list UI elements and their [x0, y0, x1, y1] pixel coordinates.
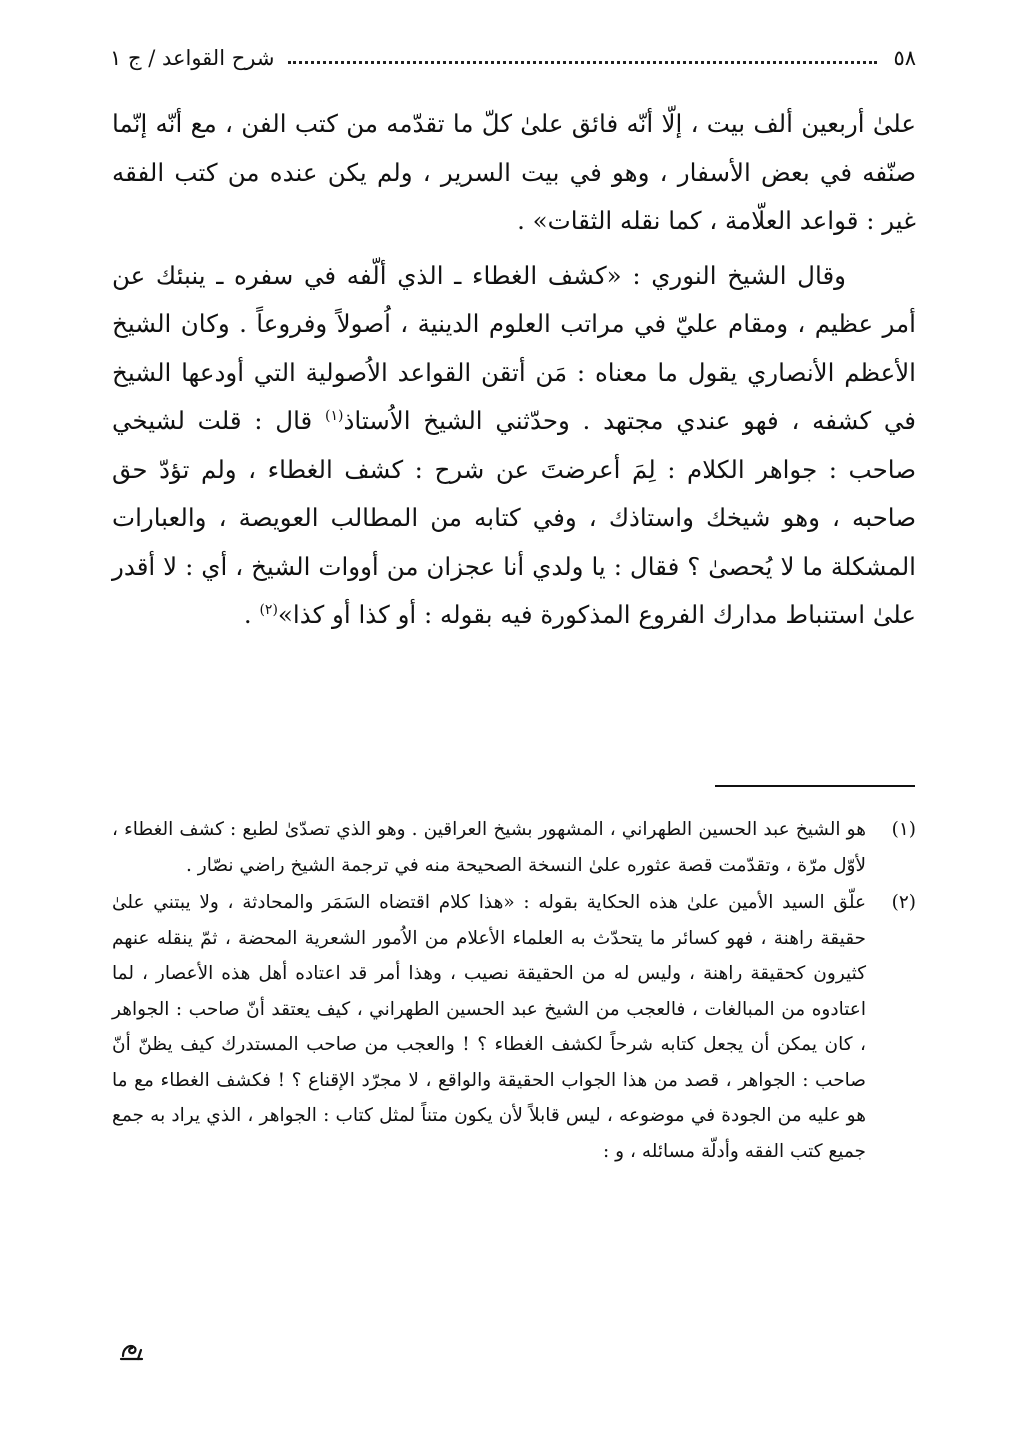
page-header: [110, 40, 916, 76]
footnote-1-text: هو الشيخ عبد الحسين الطهراني ، المشهور بشيخ العراقين . وهو الذي تصدّىٰ لطبع : كشف الغطاء ، لأوّل مرّة ، وتقدّمت قصة عثوره علىٰ النسخة الصحيحة منه في ترجمة الشيخ راضي نصّار .: [112, 819, 866, 876]
paragraph-2-text-part-2: قال : قلت لشيخي صاحب : جواهر الكلام : لِمَ أعرضتَ عن شرح : كشف الغطاء ، ولم تؤدّ حق صاحبه ، وهو شيخك واستاذك ، وفي كتابه من المطالب العويصة ، والعبارات المشكلة ما لا يُحصىٰ ؟ فقال : يا ولدي أنا عجزان من أووات الشيخ ، أي : لا أقدر علىٰ استنباط مدارك الفروع المذكورة فيه بقوله : أو كذا أو كذا»: [112, 406, 916, 629]
footnote-1: [112, 812, 916, 883]
main-text: [112, 100, 916, 640]
footnote-2: [112, 885, 916, 1169]
footnote-2-number: (٢): [891, 892, 916, 913]
paragraph-2: [112, 252, 916, 640]
running-title: شرح القواعد / ج ١: [110, 46, 275, 70]
footnote-2-text: علّق السيد الأمين علىٰ هذه الحكاية بقوله : «هذا كلام اقتضاه السَمَر والمحادثة ، ولا يبتني علىٰ حقيقة راهنة ، فهو كسائر ما يتحدّث به العلماء الأعلام من الاُمور الشعرية المحضة ، ثمّ ينقله عنهم كثيرون كحقيقة راهنة ، وليس له من الحقيقة نصيب ، وهذا أمر قد اعتاده أهل هذه الأعصار ، لما اعتادوه من المبالغات ، فالعجب من الشيخ عبد الحسين الطهراني ، كيف يعتقد أنّ صاحب : الجواهر ، كان يمكن أن يجعل كتابه شرحاً لكشف الغطاء ؟ ! والعجب من صاحب المستدرك كيف يظنّ أنّ صاحب : الجواهر ، قصد من هذا الجواب الحقيقة والواقع ، لا مجرّد الإقناع ؟ ! فكشف الغطاء مع ما هو عليه من الجودة في موضوعه ، ليس قابلاً لأن يكون متناً لمثل كتاب : الجواهر ، الذي يراد به جمع جميع كتب الفقه وأدلّة مسائله ، و :: [112, 892, 866, 1162]
footnote-ref-2[interactable]: (٢): [259, 601, 278, 618]
paragraph-1-text: علىٰ أربعين ألف بيت ، إلّا أنّه فائق علىٰ كلّ ما تقدّمه من كتب الفن ، مع أنّه إنّما صنّفه في بعض الأسفار ، وهو في بيت السرير ، ولم يكن عنده من كتب الفقه غير : قواعد العلّامة ، كما نقله الثقات» .: [112, 109, 916, 235]
paragraph-2-text-part-3: .: [243, 600, 260, 629]
continuation-glyph-icon: [118, 1338, 146, 1366]
paragraph-1: [112, 100, 916, 246]
footnotes: [112, 812, 916, 1169]
footnote-ref-1[interactable]: (١): [325, 407, 344, 424]
header-dot-leader: [288, 61, 877, 64]
footnote-separator: [715, 785, 915, 787]
footnote-1-number: (١): [891, 819, 916, 840]
page-number: ٥٨: [893, 46, 916, 70]
paragraph-2-text-part-1: وقال الشيخ النوري : «كشف الغطاء ـ الذي ألّفه في سفره ـ ينبئك عن أمر عظيم ، ومقام عليّ في مراتب العلوم الدينية ، اُصولاً وفروعاً . وكان الشيخ الأعظم الأنصاري يقول ما معناه : مَن أتقن القواعد الاُصولية التي أودعها الشيخ في كشفه ، فهو عندي مجتهد . وحدّثني الشيخ الاُستاذ: [112, 260, 917, 435]
